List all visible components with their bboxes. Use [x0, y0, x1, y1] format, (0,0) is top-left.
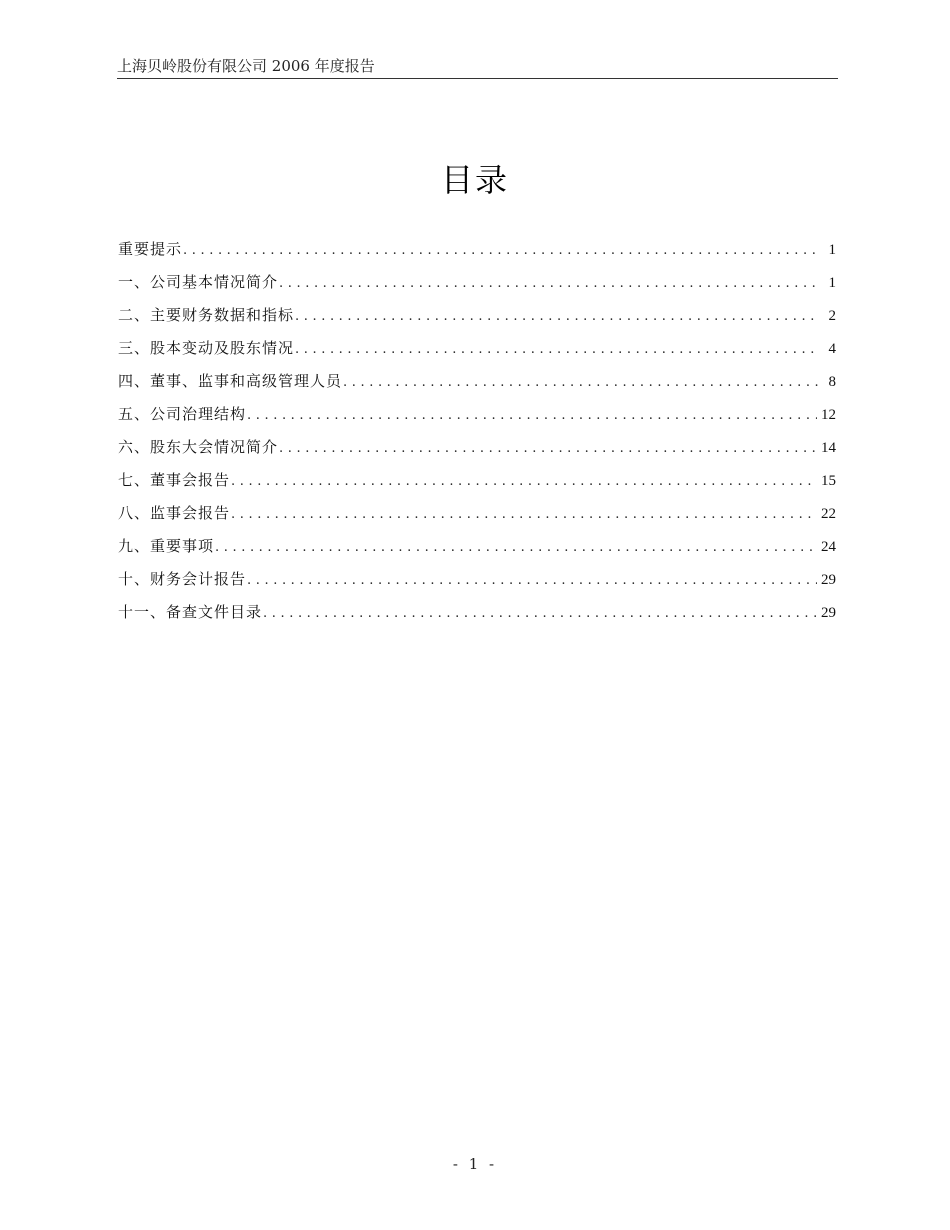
toc-entry[interactable]	[118, 432, 836, 465]
toc-dot-leader	[263, 599, 817, 629]
toc-page-number: 14	[821, 440, 836, 456]
toc-page-number: 2	[828, 308, 836, 324]
toc-entry[interactable]	[118, 267, 836, 300]
toc-page-number: 22	[821, 506, 836, 522]
toc-entry-title: 一、公司基本情况简介	[118, 273, 279, 291]
toc-entry-title: 重要提示	[118, 240, 183, 258]
toc-entry-title: 四、董事、监事和高级管理人员	[118, 372, 343, 390]
toc-entry[interactable]	[118, 531, 836, 564]
toc-entry-title: 三、股本变动及股东情况	[118, 339, 295, 357]
toc-entry-title: 二、主要财务数据和指标	[118, 306, 295, 324]
toc-entry-title: 十、财务会计报告	[118, 570, 247, 588]
toc-page-number: 15	[821, 473, 836, 489]
toc-dot-leader	[295, 335, 820, 365]
toc-dot-leader	[279, 269, 820, 299]
toc-page-number: 12	[821, 407, 836, 423]
table-of-contents	[118, 234, 836, 630]
toc-dot-leader	[183, 236, 820, 266]
toc-entry[interactable]	[118, 366, 836, 399]
toc-page-number: 8	[828, 374, 836, 390]
toc-dot-leader	[295, 302, 820, 332]
toc-page-number: 29	[821, 572, 836, 588]
toc-entry[interactable]	[118, 399, 836, 432]
toc-page-number: 1	[828, 275, 836, 291]
toc-entry[interactable]	[118, 300, 836, 333]
toc-entry[interactable]	[118, 333, 836, 366]
page-number-footer: - 1 -	[452, 1155, 498, 1173]
toc-page-number: 4	[828, 341, 836, 357]
toc-dot-leader	[279, 434, 817, 464]
toc-page-number: 24	[821, 539, 836, 555]
toc-entry-title: 八、监事会报告	[118, 504, 231, 522]
toc-dot-leader	[343, 368, 820, 398]
toc-dot-leader	[231, 467, 817, 497]
toc-dot-leader	[231, 500, 817, 530]
page-title: 目录	[440, 161, 509, 199]
toc-entry-title: 九、重要事项	[118, 537, 215, 555]
toc-entry-title: 十一、备查文件目录	[118, 603, 263, 621]
toc-entry-title: 六、股东大会情况简介	[118, 438, 279, 456]
toc-dot-leader	[247, 401, 817, 431]
running-header: 上海贝岭股份有限公司 2006 年度报告	[117, 57, 375, 75]
toc-page-number: 29	[821, 605, 836, 621]
header-divider	[117, 78, 838, 79]
toc-entry[interactable]	[118, 465, 836, 498]
toc-entry[interactable]	[118, 498, 836, 531]
toc-entry[interactable]	[118, 564, 836, 597]
toc-dot-leader	[247, 566, 817, 596]
toc-entry[interactable]	[118, 234, 836, 267]
toc-entry[interactable]	[118, 597, 836, 630]
toc-entry-title: 五、公司治理结构	[118, 405, 247, 423]
toc-entry-title: 七、董事会报告	[118, 471, 231, 489]
toc-dot-leader	[215, 533, 817, 563]
toc-page-number: 1	[828, 242, 836, 258]
